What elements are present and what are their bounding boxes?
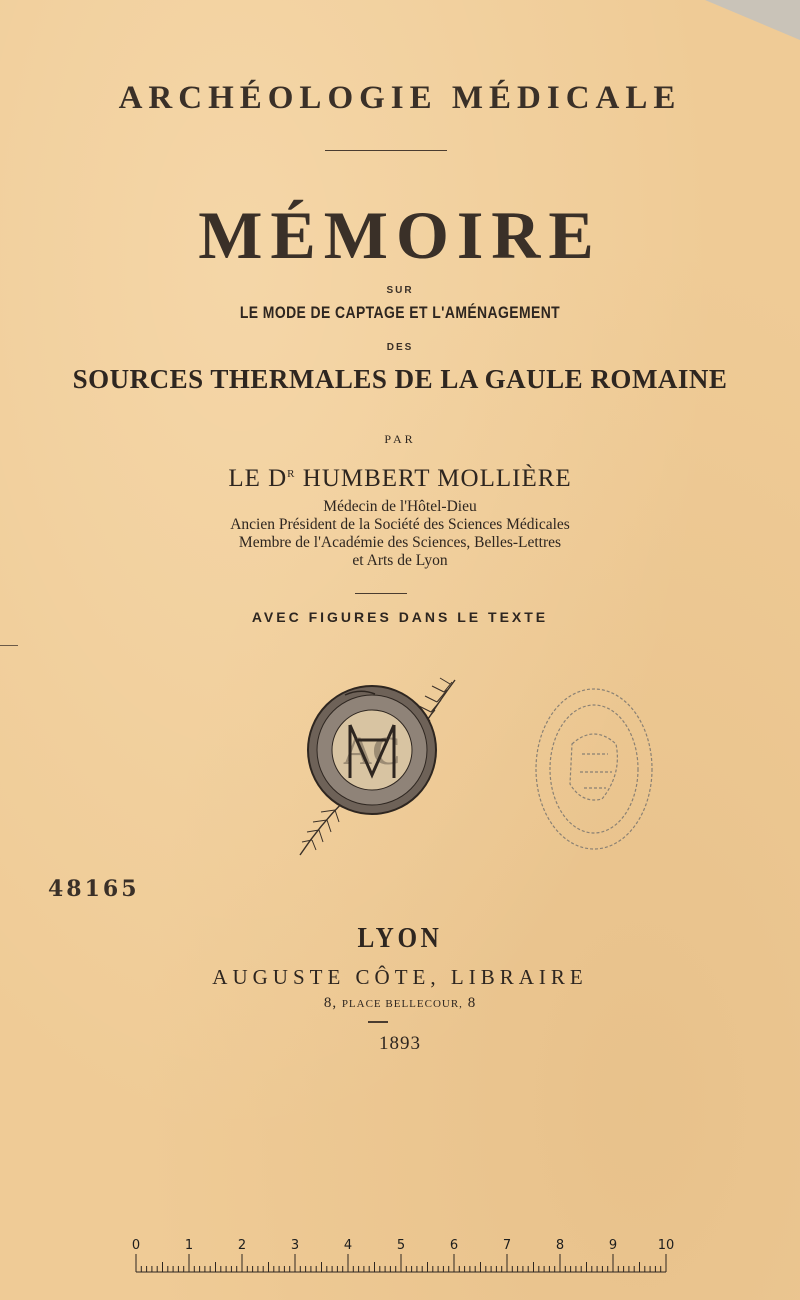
library-stamp (532, 684, 657, 854)
imprint-address (0, 995, 800, 1012)
title-line-2: SOURCES THERMALES DE LA GAULE ROMAINE (72, 364, 728, 394)
series-title: ARCHÉOLOGIE MÉDICALE (118, 80, 682, 116)
scale-label: 8 (555, 1238, 565, 1253)
divider-rule (355, 593, 407, 594)
figures-note: AVEC FIGURES DANS LE TEXTE (251, 609, 549, 625)
scale-bar (130, 1236, 675, 1276)
edge-mark (0, 645, 18, 646)
scale-label: 7 (502, 1238, 512, 1253)
scale-label: 6 (449, 1238, 459, 1253)
address-street: PLACE BELLECOUR, (341, 998, 463, 1010)
scale-label: 10 (657, 1238, 675, 1253)
credential-line: Médecin de l'Hôtel-Dieu (323, 498, 477, 515)
scale-label: 5 (396, 1238, 406, 1253)
divider-rule (325, 150, 447, 151)
scale-label: 1 (184, 1238, 194, 1253)
author-name (0, 465, 800, 493)
author-prefix: LE D (228, 465, 288, 492)
connector-sur: SUR (386, 285, 414, 296)
scale-label: 9 (608, 1238, 618, 1253)
imprint-city: LYON (357, 923, 443, 954)
publisher-emblem (290, 650, 465, 860)
scale-label: 4 (343, 1238, 353, 1253)
author-title-sup: R (287, 468, 296, 480)
page-corner-fold (705, 0, 800, 40)
author-fullname: HUMBERT MOLLIÈRE (302, 465, 572, 492)
scale-label: 0 (131, 1238, 141, 1253)
shelfmark-number: 48165 (48, 876, 140, 902)
credential-line: Membre de l'Académie des Sciences, Belles-Lettres (238, 534, 562, 551)
title-line-1: LE MODE DE CAPTAGE ET L'AMÉNAGEMENT (239, 303, 561, 322)
credential-line: et Arts de Lyon (352, 552, 448, 569)
imprint-publisher: AUGUSTE CÔTE, LIBRAIRE (212, 965, 588, 989)
emblem-monogram: AC (343, 728, 401, 773)
address-number: 8, (323, 995, 338, 1011)
divider-rule (368, 1021, 388, 1023)
by-line: PAR (384, 432, 416, 446)
connector-des: DES (386, 342, 414, 353)
credential-line: Ancien Président de la Société des Sciences Médicales (230, 516, 570, 533)
address-number: 8 (467, 995, 477, 1011)
main-title: MÉMOIRE (198, 197, 602, 273)
scale-label: 2 (237, 1238, 247, 1253)
scale-label: 3 (290, 1238, 300, 1253)
imprint-year: 1893 (379, 1033, 421, 1054)
